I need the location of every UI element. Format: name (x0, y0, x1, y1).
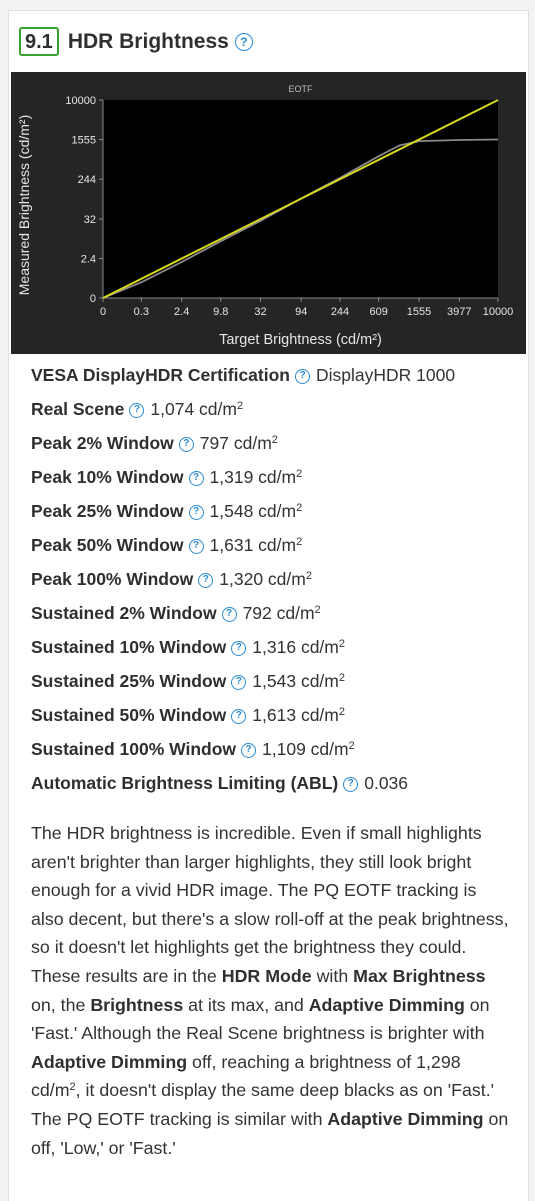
metric-value (252, 671, 345, 691)
help-icon[interactable]: ? (231, 675, 246, 690)
metric-unit-exponent: 2 (314, 604, 321, 616)
x-tick-label: 609 (369, 306, 388, 318)
metric-row-sustained-2-window (31, 601, 531, 635)
metric-label: VESA DisplayHDR Certification (31, 365, 290, 385)
x-tick-label: 2.4 (174, 306, 190, 318)
description-emphasis: Adaptive Dimming (308, 994, 465, 1015)
metric-value (210, 535, 303, 555)
x-tick-label: 10000 (482, 306, 514, 318)
description-text: on 'Fast.' Although the Real Scene brightness is brighter with (31, 994, 490, 1044)
metric-row-sustained-10-window (31, 635, 531, 669)
metric-value-text: 1,548 cd/m (209, 501, 297, 521)
metric-row-sustained-50-window (31, 703, 531, 737)
metric-value (243, 603, 321, 623)
metric-row-peak-100-window (31, 567, 531, 601)
x-tick-label: 1555 (406, 306, 432, 318)
x-tick-label: 0.3 (133, 306, 149, 318)
metric-unit-exponent: 2 (236, 400, 244, 412)
x-tick-label: 244 (330, 306, 350, 318)
metric-value-text: 1,319 cd/m (209, 467, 297, 487)
metric-label: Sustained 50% Window (31, 705, 227, 725)
metric-label: Sustained 2% Window (31, 603, 217, 623)
help-icon[interactable]: ? (343, 777, 358, 792)
metric-row-automatic-brightness-limiting-abl (31, 771, 531, 805)
section-number: 9.1 (19, 27, 59, 56)
y-tick-label: 244 (77, 174, 96, 187)
metric-label: Peak 50% Window (31, 535, 184, 555)
help-icon[interactable]: ? (222, 607, 237, 622)
x-tick-label: 9.8 (213, 306, 229, 318)
metric-value-text: 0.036 (364, 773, 409, 793)
metric-unit-exponent: 2 (348, 740, 355, 752)
x-tick-label: 32 (254, 306, 267, 318)
metric-label: Sustained 10% Window (31, 637, 227, 657)
metric-row-sustained-100-window (31, 737, 531, 771)
help-icon[interactable]: ? (189, 539, 204, 554)
metric-value-text: 1,613 cd/m (252, 705, 339, 725)
description-paragraph (31, 819, 511, 1162)
x-tick-label: 94 (295, 306, 308, 318)
metrics-list (31, 363, 531, 805)
metric-value (364, 773, 408, 793)
metric-value (262, 739, 355, 759)
metric-row-peak-10-window (31, 465, 531, 499)
metric-unit-exponent: 2 (338, 706, 345, 718)
description-text: The HDR brightness is incredible. Even if small highlights aren't brighter than larger highlights, they still look bright enough for a vivid HDR image. The PQ EOTF tracking is also decent, but there's a slow roll-off at the peak brightness, so it doesn't let highlights get the brightness they could. These results are in the (31, 823, 509, 986)
metric-row-vesa-displayhdr-certification (31, 363, 531, 397)
metric-value-text: 1,074 cd/m (150, 399, 237, 419)
description-emphasis: Max Brightness (353, 965, 486, 986)
y-tick-label: 0 (89, 292, 96, 305)
help-icon[interactable]: ? (241, 743, 256, 758)
description-text: at its max, and (183, 994, 309, 1015)
y-tick-label: 2.4 (80, 253, 96, 266)
help-icon[interactable]: ? (179, 437, 194, 452)
review-card (8, 10, 529, 1201)
description-text: 2 (69, 1081, 76, 1094)
metric-value-text: 1,543 cd/m (252, 671, 339, 691)
description-emphasis: HDR Mode (221, 965, 312, 986)
metric-value-text: 1,109 cd/m (262, 739, 349, 759)
x-tick-label: 3977 (447, 306, 472, 318)
y-tick-label: 10000 (65, 95, 96, 107)
metric-value-text: 1,631 cd/m (209, 535, 297, 555)
help-icon[interactable]: ? (189, 471, 204, 486)
help-icon[interactable]: ? (231, 641, 246, 656)
metric-unit-exponent: 2 (305, 570, 312, 582)
metric-value (200, 433, 278, 453)
metric-value-text: 797 cd/m (199, 433, 272, 453)
help-icon[interactable]: ? (295, 369, 310, 384)
metric-label: Peak 10% Window (31, 467, 184, 487)
help-icon[interactable]: ? (129, 403, 144, 418)
help-icon[interactable]: ? (231, 709, 246, 724)
description-text: on off, 'Low,' or 'Fast.' (31, 1108, 509, 1158)
metric-value-text: 1,320 cd/m (219, 569, 306, 589)
metric-label: Automatic Brightness Limiting (ABL) (31, 773, 339, 793)
metric-unit-exponent: 2 (338, 672, 345, 684)
metric-unit-exponent: 2 (296, 502, 303, 514)
description-emphasis: Adaptive Dimming (327, 1108, 484, 1129)
eotf-chart (11, 72, 526, 354)
help-icon[interactable]: ? (189, 505, 204, 520)
metric-row-peak-25-window (31, 499, 531, 533)
metric-value-text: DisplayHDR 1000 (316, 365, 456, 385)
metric-label: Peak 100% Window (31, 569, 194, 589)
y-tick-label: 1555 (71, 134, 96, 147)
description-text: off, reaching a brightness of 1,298 cd/m (31, 1051, 461, 1101)
metric-unit-exponent: 2 (338, 638, 345, 650)
metric-label: Sustained 25% Window (31, 671, 227, 691)
x-tick-label: 0 (99, 306, 107, 318)
metric-unit-exponent: 2 (296, 536, 303, 548)
metric-value (210, 467, 303, 487)
metric-unit-exponent: 2 (296, 468, 303, 480)
metric-label: Real Scene (31, 399, 125, 419)
description-text: , it doesn't display the same deep blacks as on 'Fast.' The PQ EOTF tracking is similar with (31, 1080, 495, 1129)
metric-value-text: 1,316 cd/m (252, 637, 339, 657)
metric-value (210, 501, 303, 521)
metric-row-peak-2-window (31, 431, 531, 465)
metric-row-peak-50-window (31, 533, 531, 567)
help-icon[interactable]: ? (198, 573, 213, 588)
metric-value (150, 399, 243, 419)
description-emphasis: Adaptive Dimming (31, 1051, 188, 1072)
metric-value (252, 705, 345, 725)
description-emphasis: Brightness (90, 994, 184, 1015)
metric-value (316, 365, 455, 385)
description-text: on, the (31, 994, 91, 1015)
section-title: HDR Brightness (67, 29, 229, 53)
x-axis-label: Target Brightness (cd/m²) (219, 332, 382, 348)
metric-unit-exponent: 2 (271, 434, 278, 446)
section-heading (19, 27, 253, 56)
description-text: with (311, 965, 354, 986)
metric-row-sustained-25-window (31, 669, 531, 703)
chart-title: EOTF (288, 84, 313, 94)
metric-label: Sustained 100% Window (31, 739, 237, 759)
metric-row-real-scene (31, 397, 531, 431)
metric-label: Peak 25% Window (31, 501, 184, 521)
y-axis-label: Measured Brightness (cd/m²) (16, 114, 32, 296)
y-tick-label: 32 (83, 214, 96, 227)
metric-value (252, 637, 345, 657)
eotf-chart-container (11, 72, 526, 354)
help-icon[interactable]: ? (235, 33, 253, 51)
metric-label: Peak 2% Window (31, 433, 174, 453)
metric-value (219, 569, 312, 589)
metric-value-text: 792 cd/m (242, 603, 315, 623)
